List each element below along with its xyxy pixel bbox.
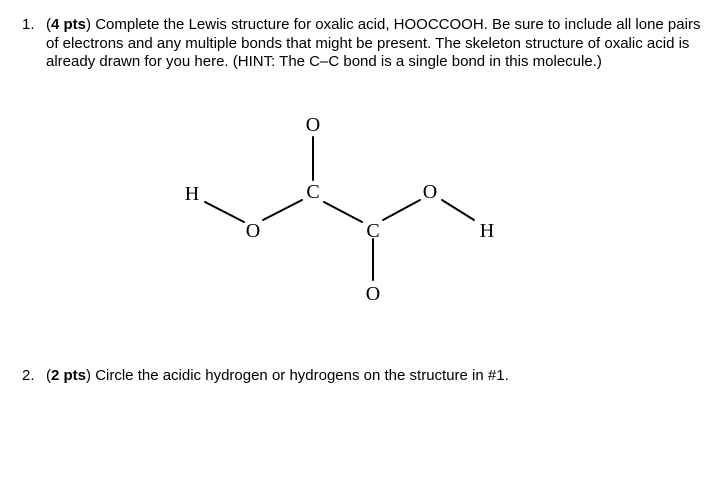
question-2 xyxy=(22,367,702,386)
atom-c-left: C xyxy=(306,181,320,203)
bond-c-o-right xyxy=(383,200,420,220)
question-1-points: 4 pts xyxy=(51,16,87,33)
atom-o-right: O xyxy=(422,181,438,203)
bond-o-h-right xyxy=(442,200,474,220)
atom-h-right: H xyxy=(479,220,495,242)
bond-c-c xyxy=(324,202,362,222)
atom-o-left: O xyxy=(245,220,261,242)
bond-h-o-left xyxy=(205,202,244,222)
question-2-number: 2. xyxy=(22,367,35,384)
question-2-points: 2 pts xyxy=(51,367,87,384)
atom-c-right: C xyxy=(366,220,380,242)
question-2-body: (2 pts) Circle the acidic hydrogen or hydrogens on the structure in #1. xyxy=(46,367,509,384)
question-1-number: 1. xyxy=(22,16,35,33)
question-1-body: (4 pts) Complete the Lewis structure for oxalic acid, HOOCCOOH. Be sure to include all lone pairs of electrons and any multiple bonds that might be present. The skeleton structure of oxalic acid is already drawn for you here. (HINT: The C–C bond is a single bond in this molecule.) xyxy=(46,16,701,70)
atom-o-top: O xyxy=(305,114,321,136)
question-1-text: Complete the Lewis structure for oxalic acid, HOOCCOOH. Be sure to include all lone pairs of electrons and any multiple bonds that might be present. The skeleton structure of oxalic acid is already drawn for you here. (HINT: The C–C bond is a single bond in this molecule.) xyxy=(46,16,701,70)
atom-o-bottom: O xyxy=(365,283,381,305)
question-2-text: Circle the acidic hydrogen or hydrogens on the structure in #1. xyxy=(95,367,509,384)
bond-o-c-left xyxy=(263,200,302,220)
atom-h-left: H xyxy=(184,183,200,205)
